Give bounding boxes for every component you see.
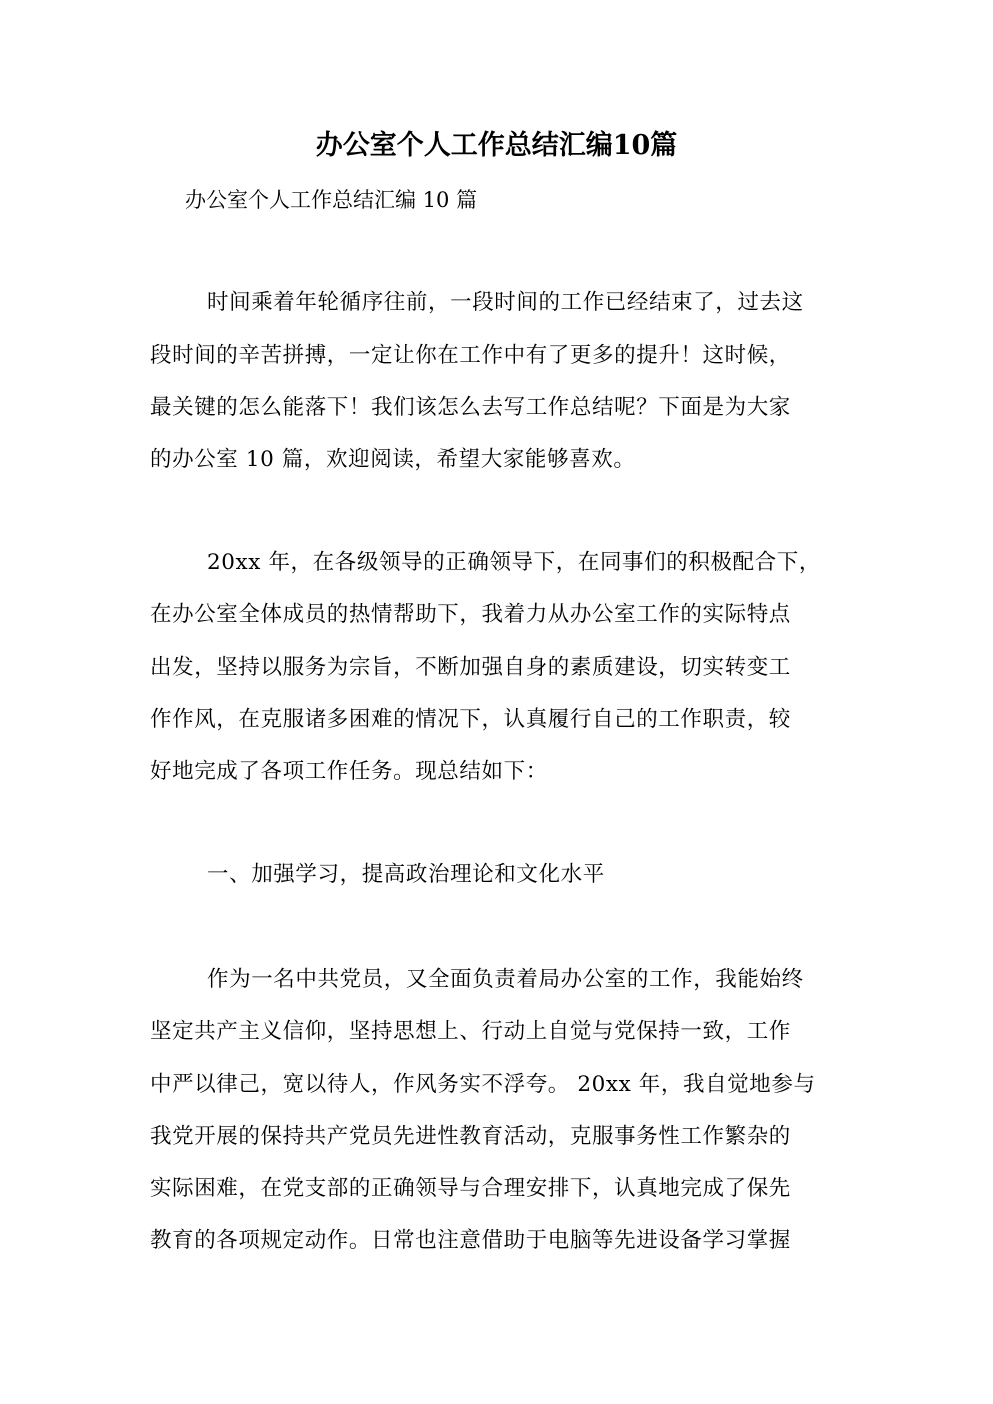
paragraph-line: 在办公室全体成员的热情帮助下，我着力从办公室工作的实际特点	[150, 602, 791, 627]
paragraph-line: 教育的各项规定动作。日常也注意借助于电脑等先进设备学习掌握	[150, 1228, 791, 1253]
paragraph-line: 时间乘着年轮循序往前，一段时间的工作已经结束了，过去这	[207, 290, 804, 315]
document-subtitle: 办公室个人工作总结汇编 10 篇	[185, 188, 478, 212]
paragraph-line: 坚定共产主义信仰，坚持思想上、行动上自觉与党保持一致，工作	[150, 1019, 791, 1044]
paragraph-line: 20xx 年，在各级领导的正确领导下，在同事们的积极配合下，	[207, 550, 821, 575]
paragraph-line: 我党开展的保持共产党员先进性教育活动，克服事务性工作繁杂的	[150, 1124, 791, 1149]
paragraph-line: 的办公室 10 篇，欢迎阅读，希望大家能够喜欢。	[150, 447, 636, 472]
paragraph-line: 作为一名中共党员，又全面负责着局办公室的工作，我能始终	[207, 967, 804, 992]
paragraph-line: 段时间的辛苦拼搏，一定让你在工作中有了更多的提升！这时候，	[150, 343, 791, 368]
paragraph-line: 中严以律己，宽以待人，作风务实不浮夸。 20xx 年，我自觉地参与	[150, 1072, 816, 1097]
section-heading: 一、加强学习，提高政治理论和文化水平	[207, 862, 605, 887]
paragraph-line: 实际困难，在党支部的正确领导与合理安排下，认真地完成了保先	[150, 1176, 791, 1201]
paragraph-line: 出发，坚持以服务为宗旨，不断加强自身的素质建设，切实转变工	[150, 655, 791, 680]
paragraph-line: 好地完成了各项工作任务。现总结如下：	[150, 759, 548, 784]
paragraph-line: 最关键的怎么能落下！我们该怎么去写工作总结呢？下面是为大家	[150, 395, 791, 420]
paragraph-line: 作作风，在克服诸多困难的情况下，认真履行自己的工作职责，较	[150, 707, 791, 732]
document-title: 办公室个人工作总结汇编10篇	[315, 130, 678, 161]
